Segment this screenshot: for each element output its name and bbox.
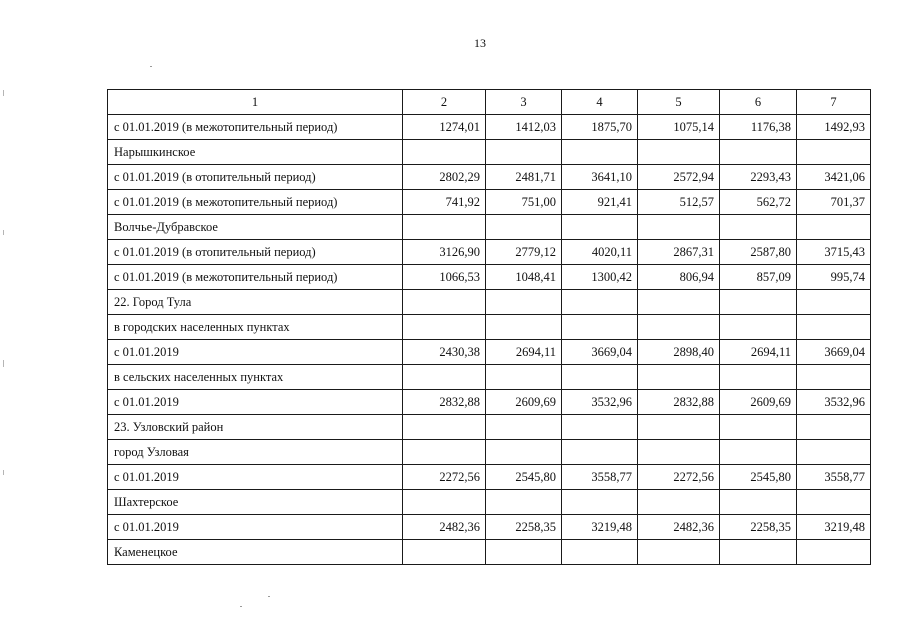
- tariff-cell: 2482,36: [638, 515, 720, 540]
- column-header: 2: [403, 90, 486, 115]
- tariff-cell: 3558,77: [797, 465, 871, 490]
- tariff-cell: [638, 540, 720, 565]
- row-label: Нарышкинское: [108, 140, 403, 165]
- row-label: 22. Город Тула: [108, 290, 403, 315]
- tariff-cell: 2482,36: [403, 515, 486, 540]
- tariff-cell: [720, 315, 797, 340]
- tariff-cell: [638, 315, 720, 340]
- tariff-cell: [797, 315, 871, 340]
- tariff-cell: [562, 290, 638, 315]
- tariff-cell: 995,74: [797, 265, 871, 290]
- tariff-cell: 3219,48: [562, 515, 638, 540]
- tariff-cell: 2867,31: [638, 240, 720, 265]
- column-header: 7: [797, 90, 871, 115]
- tariff-cell: [562, 490, 638, 515]
- tariff-cell: [403, 290, 486, 315]
- column-header: 4: [562, 90, 638, 115]
- tariff-cell: 2272,56: [638, 465, 720, 490]
- tariff-cell: 1075,14: [638, 115, 720, 140]
- row-label: с 01.01.2019: [108, 465, 403, 490]
- row-label: с 01.01.2019: [108, 340, 403, 365]
- tariff-cell: 3421,06: [797, 165, 871, 190]
- tariff-cell: [486, 490, 562, 515]
- table-row: [108, 265, 871, 290]
- scan-speck: [240, 606, 242, 607]
- column-header: 3: [486, 90, 562, 115]
- row-label: с 01.01.2019 (в отопительный период): [108, 165, 403, 190]
- tariff-cell: 921,41: [562, 190, 638, 215]
- table-row: [108, 140, 871, 165]
- tariff-cell: [403, 315, 486, 340]
- tariff-cell: [720, 415, 797, 440]
- table-row: [108, 415, 871, 440]
- row-label: 23. Узловский район: [108, 415, 403, 440]
- tariff-cell: [638, 365, 720, 390]
- tariff-cell: [403, 140, 486, 165]
- tariff-cell: [486, 315, 562, 340]
- row-label: в сельских населенных пунктах: [108, 365, 403, 390]
- tariff-cell: [638, 290, 720, 315]
- tariff-cell: 2430,38: [403, 340, 486, 365]
- row-label: с 01.01.2019: [108, 515, 403, 540]
- tariff-cell: 1066,53: [403, 265, 486, 290]
- tariff-cell: 1300,42: [562, 265, 638, 290]
- page-number: 13: [474, 36, 486, 50]
- tariff-cell: [797, 415, 871, 440]
- table-row: [108, 115, 871, 140]
- table-header-row: [108, 90, 871, 115]
- tariff-cell: 2898,40: [638, 340, 720, 365]
- tariff-cell: [486, 440, 562, 465]
- table-row: [108, 190, 871, 215]
- tariff-cell: [797, 140, 871, 165]
- tariff-cell: 741,92: [403, 190, 486, 215]
- tariff-cell: 2609,69: [486, 390, 562, 415]
- tariff-cell: [720, 440, 797, 465]
- tariff-cell: 2258,35: [720, 515, 797, 540]
- tariff-cell: [638, 490, 720, 515]
- column-header: 1: [108, 90, 403, 115]
- scan-speck: [150, 66, 152, 67]
- scan-edge-mark: [3, 360, 4, 367]
- column-header: 6: [720, 90, 797, 115]
- table-row: [108, 540, 871, 565]
- row-label: с 01.01.2019 (в межотопительный период): [108, 115, 403, 140]
- tariff-cell: 2587,80: [720, 240, 797, 265]
- tariff-cell: 1412,03: [486, 115, 562, 140]
- tariff-cell: 1274,01: [403, 115, 486, 140]
- tariff-cell: [403, 490, 486, 515]
- tariff-cell: [797, 215, 871, 240]
- tariff-cell: 3641,10: [562, 165, 638, 190]
- tariff-cell: [486, 215, 562, 240]
- tariff-cell: [403, 415, 486, 440]
- tariff-cell: 2272,56: [403, 465, 486, 490]
- tariff-cell: 1176,38: [720, 115, 797, 140]
- tariff-cell: 701,37: [797, 190, 871, 215]
- tariff-cell: [403, 215, 486, 240]
- tariff-cell: [797, 290, 871, 315]
- table-row: [108, 340, 871, 365]
- tariff-cell: [720, 215, 797, 240]
- tariff-cell: 3219,48: [797, 515, 871, 540]
- tariff-cell: [486, 140, 562, 165]
- tariff-cell: [638, 440, 720, 465]
- tariff-cell: [720, 290, 797, 315]
- tariff-cell: [486, 540, 562, 565]
- tariff-cell: 2572,94: [638, 165, 720, 190]
- tariff-cell: 2802,29: [403, 165, 486, 190]
- tariff-cell: [720, 140, 797, 165]
- row-label: с 01.01.2019: [108, 390, 403, 415]
- tariff-cell: [797, 490, 871, 515]
- tariff-cell: 857,09: [720, 265, 797, 290]
- tariff-cell: [562, 440, 638, 465]
- row-label: в городских населенных пунктах: [108, 315, 403, 340]
- tariff-cell: 1492,93: [797, 115, 871, 140]
- tariff-cell: 4020,11: [562, 240, 638, 265]
- tariff-cell: 2694,11: [720, 340, 797, 365]
- tariff-cell: [403, 540, 486, 565]
- tariff-cell: [486, 415, 562, 440]
- table-row: [108, 165, 871, 190]
- tariff-cell: [720, 365, 797, 390]
- row-label: Шахтерское: [108, 490, 403, 515]
- tariff-cell: 2779,12: [486, 240, 562, 265]
- table-row: [108, 215, 871, 240]
- tariff-cell: [403, 365, 486, 390]
- tariff-cell: 3715,43: [797, 240, 871, 265]
- row-label: с 01.01.2019 (в отопительный период): [108, 240, 403, 265]
- row-label: с 01.01.2019 (в межотопительный период): [108, 190, 403, 215]
- tariff-cell: [486, 290, 562, 315]
- tariff-cell: 3558,77: [562, 465, 638, 490]
- row-label: город Узловая: [108, 440, 403, 465]
- table-row: [108, 365, 871, 390]
- scan-edge-mark: [3, 230, 4, 235]
- tariff-cell: [638, 215, 720, 240]
- row-label: Волчье-Дубравское: [108, 215, 403, 240]
- tariff-cell: 3669,04: [562, 340, 638, 365]
- table-row: [108, 440, 871, 465]
- table-row: [108, 490, 871, 515]
- tariff-cell: 1875,70: [562, 115, 638, 140]
- row-label: Каменецкое: [108, 540, 403, 565]
- scan-speck: [268, 596, 270, 597]
- tariff-cell: [403, 440, 486, 465]
- tariff-cell: 2545,80: [720, 465, 797, 490]
- tariff-cell: [638, 140, 720, 165]
- scan-edge-mark: [3, 470, 4, 475]
- table-row: [108, 465, 871, 490]
- tariff-cell: [562, 415, 638, 440]
- tariff-cell: 512,57: [638, 190, 720, 215]
- table-row: [108, 290, 871, 315]
- table-row: [108, 315, 871, 340]
- table-row: [108, 515, 871, 540]
- table-row: [108, 390, 871, 415]
- tariff-cell: [638, 415, 720, 440]
- tariff-cell: [562, 140, 638, 165]
- tariff-cell: 751,00: [486, 190, 562, 215]
- tariff-cell: 1048,41: [486, 265, 562, 290]
- tariff-cell: 2609,69: [720, 390, 797, 415]
- tariff-cell: 3532,96: [797, 390, 871, 415]
- tariff-cell: 2258,35: [486, 515, 562, 540]
- tariff-cell: 562,72: [720, 190, 797, 215]
- tariff-cell: [562, 540, 638, 565]
- tariff-cell: 806,94: [638, 265, 720, 290]
- row-label: с 01.01.2019 (в межотопительный период): [108, 265, 403, 290]
- tariff-cell: [797, 365, 871, 390]
- tariff-cell: [797, 540, 871, 565]
- tariff-cell: 2694,11: [486, 340, 562, 365]
- tariff-cell: 2293,43: [720, 165, 797, 190]
- tariff-cell: 2545,80: [486, 465, 562, 490]
- column-header: 5: [638, 90, 720, 115]
- tariff-cell: [562, 215, 638, 240]
- tariff-cell: [562, 365, 638, 390]
- tariff-cell: 3669,04: [797, 340, 871, 365]
- tariff-cell: 2832,88: [638, 390, 720, 415]
- tariff-cell: [720, 540, 797, 565]
- tariff-cell: 3126,90: [403, 240, 486, 265]
- table-row: [108, 240, 871, 265]
- tariff-cell: [562, 315, 638, 340]
- scan-edge-mark: [3, 90, 4, 96]
- tariff-cell: [797, 440, 871, 465]
- tariff-cell: [720, 490, 797, 515]
- tariff-table: [107, 89, 871, 565]
- tariff-cell: 2481,71: [486, 165, 562, 190]
- tariff-cell: 3532,96: [562, 390, 638, 415]
- tariff-cell: [486, 365, 562, 390]
- tariff-cell: 2832,88: [403, 390, 486, 415]
- table-body: [108, 90, 871, 565]
